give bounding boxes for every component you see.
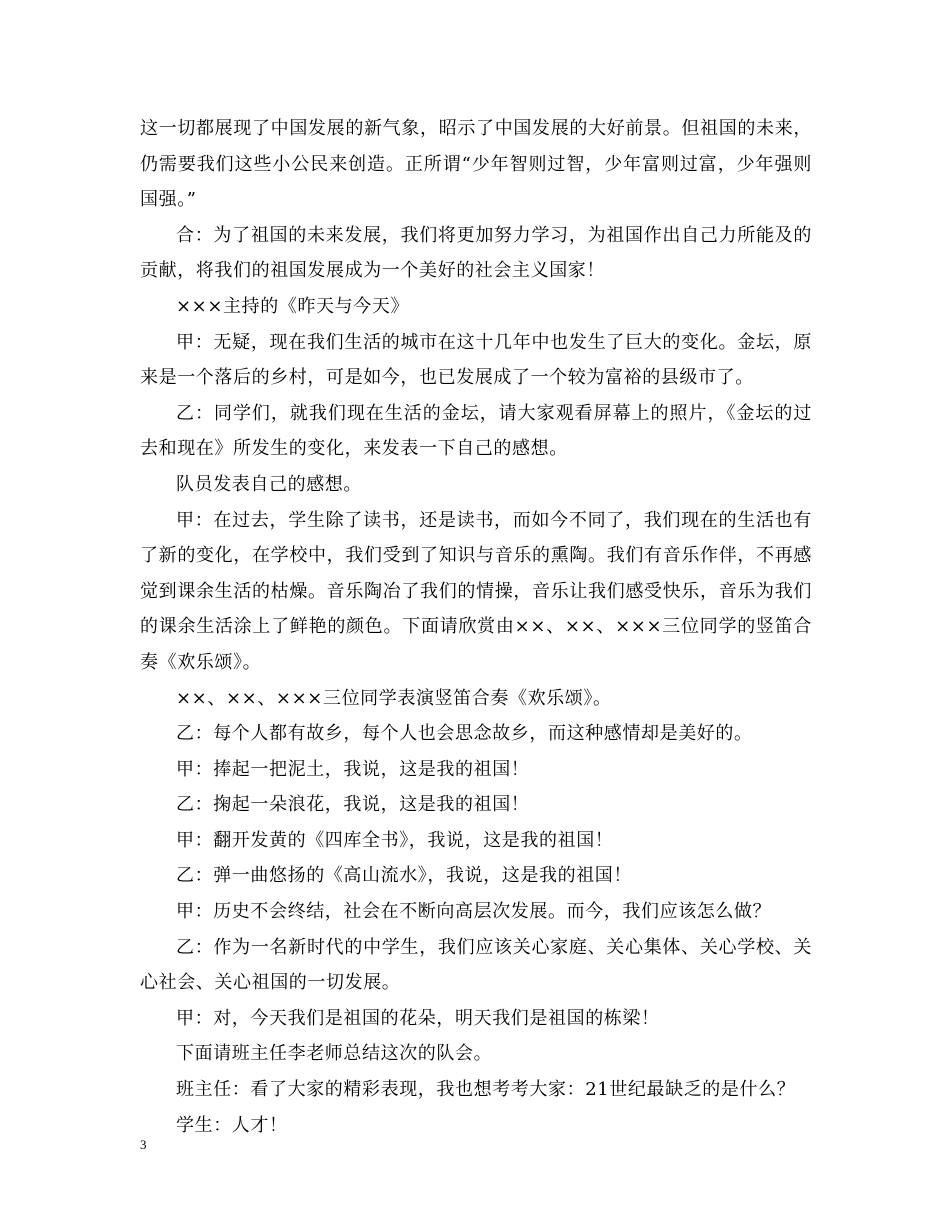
paragraph: 班主任：看了大家的精彩表现，我也想考考大家：21世纪最缺乏的是什么？	[176, 1079, 796, 1101]
paragraph: 甲：对，今天我们是祖国的花朵，明天我们是祖国的栋梁！	[176, 1007, 660, 1029]
paragraph: ××、××、×××三位同学表演竖笛合奏《欢乐颂》。	[176, 687, 612, 709]
paragraph: 队员发表自己的感想。	[176, 473, 362, 495]
document-body	[140, 111, 812, 1143]
paragraph: 甲：翻开发黄的《四库全书》，我说，这是我的祖国！	[176, 829, 614, 851]
paragraph: 乙：弹一曲悠扬的《高山流水》，我说，这是我的祖国！	[176, 865, 632, 887]
paragraph: 甲：无疑，现在我们生活的城市在这十几年中也发生了巨大的变化。金坛，原来是一个落后的乡村，可是如今，也已发展成了一个较为富裕的县级市了。	[140, 331, 812, 389]
paragraph: 乙：作为一名新时代的中学生，我们应该关心家庭、关心集体、关心学校、关心社会、关心祖国的一切发展。	[140, 936, 812, 994]
paragraph: 甲：历史不会终结，社会在不断向高层次发展。而今，我们应该怎么做？	[176, 901, 772, 923]
paragraph: ×××主持的《昨天与今天》	[176, 295, 410, 317]
paragraph: 甲：在过去，学生除了读书，还是读书，而如今不同了，我们现在的生活也有了新的变化，在学校中，我们受到了知识与音乐的熏陶。我们有音乐作伴，不再感觉到课余生活的枯燥。音乐陶冶了我们的情操，音乐让我们感受快乐，音乐为我们的课余生活涂上了鲜艳的颜色。下面请欣赏由××、××、×××三位同学的竖笛合奏《欢乐颂》。	[140, 509, 812, 673]
paragraph: 乙：每个人都有故乡，每个人也会思念故乡，而这种感情却是美好的。	[176, 723, 753, 745]
paragraph: 合：为了祖国的未来发展，我们将更加努力学习，为祖国作出自己力所能及的贡献，将我们的祖国发展成为一个美好的社会主义国家！	[140, 224, 812, 282]
paragraph: 乙：掬起一朵浪花，我说，这是我的祖国！	[176, 794, 530, 816]
paragraph: 下面请班主任李老师总结这次的队会。	[176, 1043, 493, 1065]
paragraph: 这一切都展现了中国发展的新气象，昭示了中国发展的大好前景。但祖国的未来，仍需要我们这些小公民来创造。正所谓“少年智则过智，少年富则过富，少年强则国强。”	[140, 118, 812, 211]
paragraph: 乙：同学们，就我们现在生活的金坛，请大家观看屏幕上的照片，《金坛的过去和现在》所发生的变化，来发表一下自己的感想。	[140, 402, 812, 460]
paragraph: 甲：捧起一把泥土，我说，这是我的祖国！	[176, 758, 530, 780]
page-number: 3	[140, 1137, 147, 1152]
paragraph: 学生：人才！	[176, 1114, 288, 1136]
